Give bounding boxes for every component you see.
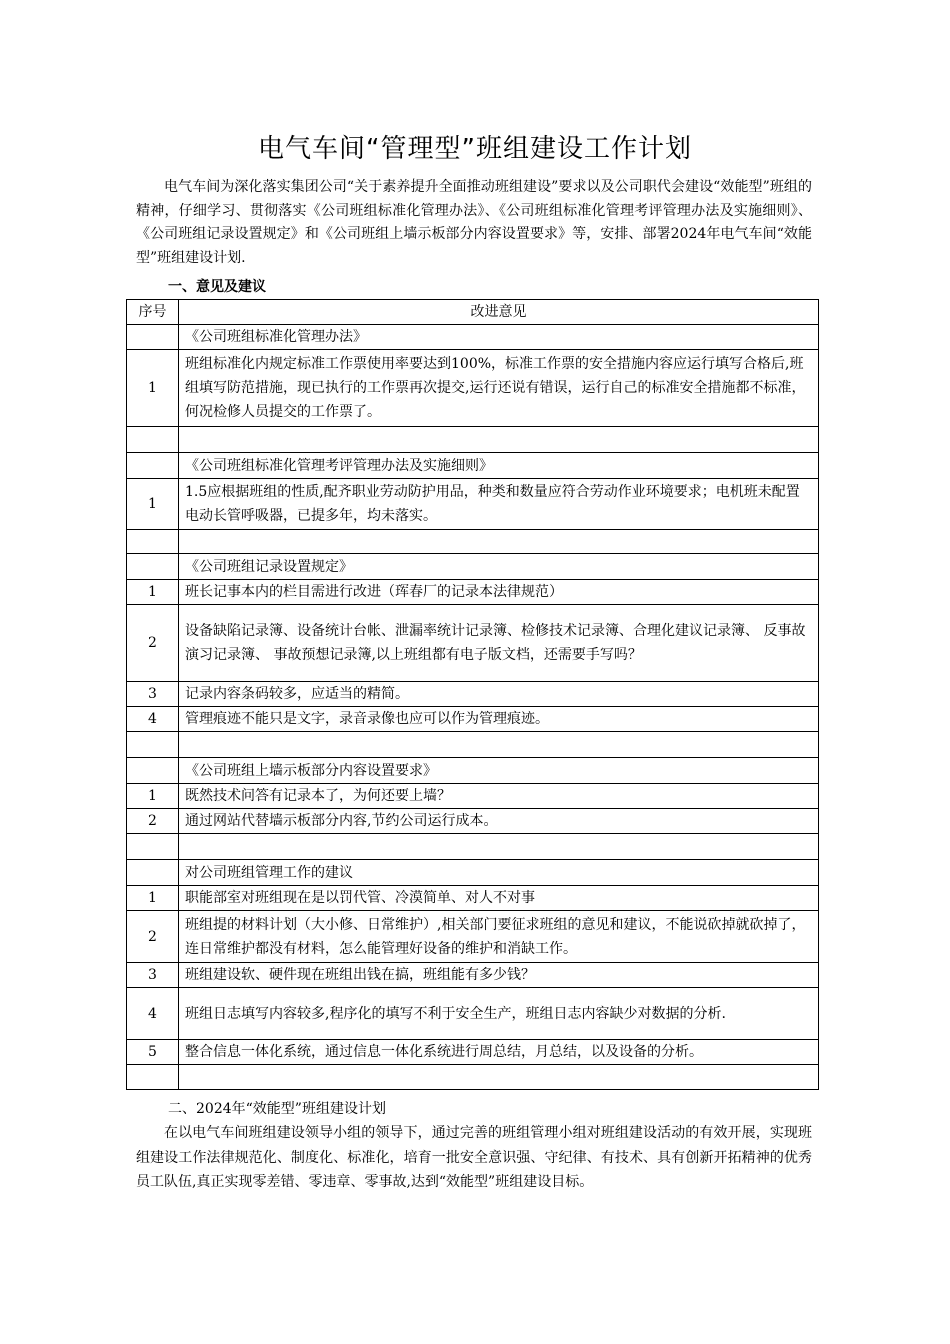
row-number — [127, 554, 179, 580]
table-row — [127, 325, 819, 350]
document-title: 电气车间“管理型”班组建设工作计划 — [258, 134, 692, 164]
row-opinion: 班组日志填写内容较多,程序化的填写不利于安全生产，班组日志内容缺少对数据的分析. — [179, 988, 819, 1040]
table-row — [127, 911, 819, 963]
row-opinion: 通过网站代替墙示板部分内容,节约公司运行成本。 — [179, 809, 819, 834]
table-row — [127, 1040, 819, 1065]
row-number: 4 — [127, 707, 179, 732]
row-opinion: 《公司班组上墙示板部分内容设置要求》 — [179, 758, 819, 784]
row-opinion: 《公司班组标准化管理考评管理办法及实施细则》 — [179, 453, 819, 479]
header-opinion: 改进意见 — [179, 300, 819, 325]
table-row — [127, 809, 819, 834]
table-row — [127, 886, 819, 911]
row-number — [127, 732, 179, 758]
row-opinion: 对公司班组管理工作的建议 — [179, 860, 819, 886]
row-number: 1 — [127, 350, 179, 427]
table-row — [127, 427, 819, 453]
row-opinion: 《公司班组标准化管理办法》 — [179, 325, 819, 350]
row-number: 1 — [127, 784, 179, 809]
table-row — [127, 732, 819, 758]
row-opinion: 既然技术问答有记录本了，为何还要上墙？ — [179, 784, 819, 809]
opinions-table — [126, 299, 819, 1090]
row-opinion — [179, 530, 819, 554]
row-number: 5 — [127, 1040, 179, 1065]
table-header-row — [127, 300, 819, 325]
header-no: 序号 — [127, 300, 179, 325]
table-row — [127, 988, 819, 1040]
table-row — [127, 758, 819, 784]
row-opinion — [179, 427, 819, 453]
table-row — [127, 682, 819, 707]
plan-paragraph: 在以电气车间班组建设领导小组的领导下，通过完善的班组管理小组对班组建设活动的有效开展，实现班组建设工作法律规范化、制度化、标准化，培育一批安全意识强、守纪律、有技术、具有创新开拓精神的优秀员工队伍,真正实现零差错、零违章、零事故,达到“效能型”班组建设目标。 — [136, 1125, 812, 1190]
row-opinion — [179, 834, 819, 860]
row-opinion — [179, 1065, 819, 1090]
row-opinion: 班组标准化内规定标准工作票使用率要达到100%，标准工作票的安全措施内容应运行填写合格后,班组填写防范措施，现已执行的工作票再次提交,运行还说有错误，运行自己的标准安全措施都不标准，何况检修人员提交的工作票了。 — [179, 350, 819, 427]
row-opinion: 记录内容条码较多，应适当的精简。 — [179, 682, 819, 707]
row-number — [127, 860, 179, 886]
row-number — [127, 1065, 179, 1090]
row-number: 2 — [127, 911, 179, 963]
row-number: 3 — [127, 963, 179, 988]
row-number — [127, 530, 179, 554]
row-number — [127, 453, 179, 479]
table-row — [127, 350, 819, 427]
table-row — [127, 834, 819, 860]
table-row — [127, 860, 819, 886]
table-row — [127, 784, 819, 809]
row-number: 1 — [127, 580, 179, 605]
row-number: 2 — [127, 605, 179, 682]
row-number: 2 — [127, 809, 179, 834]
row-opinion: 整合信息一体化系统，通过信息一体化系统进行周总结，月总结，以及设备的分析。 — [179, 1040, 819, 1065]
row-number: 1 — [127, 886, 179, 911]
row-number — [127, 427, 179, 453]
section-heading-plan: 二、2024年“效能型”班组建设计划 — [168, 1101, 386, 1117]
table-row — [127, 453, 819, 479]
row-number: 3 — [127, 682, 179, 707]
row-number: 4 — [127, 988, 179, 1040]
row-opinion: 1.5应根据班组的性质,配齐职业劳动防护用品，种类和数量应符合劳动作业环境要求；电机班未配置电动长管呼吸器，已提多年，均未落实。 — [179, 479, 819, 530]
section-heading-opinions: 一、意见及建议 — [168, 279, 266, 295]
table-row — [127, 707, 819, 732]
table-row — [127, 605, 819, 682]
row-opinion: 职能部室对班组现在是以罚代管、冷漠简单、对人不对事 — [179, 886, 819, 911]
row-opinion: 管理痕迹不能只是文字，录音录像也应可以作为管理痕迹。 — [179, 707, 819, 732]
row-number — [127, 834, 179, 860]
table-row — [127, 1065, 819, 1090]
row-opinion: 班长记事本内的栏目需进行改进（珲春厂的记录本法律规范） — [179, 580, 819, 605]
table-row — [127, 963, 819, 988]
intro-paragraph: 电气车间为深化落实集团公司“关于素养提升全面推动班组建设”要求以及公司职代会建设“效能型”班组的精神，仔细学习、贯彻落实《公司班组标准化管理办法》、《公司班组标准化管理考评管理办法及实施细则》、《公司班组记录设置规定》和《公司班组上墙示板部分内容设置要求》等，安排、部署2024年电气车间“效能型”班组建设计划. — [136, 179, 812, 266]
table-row — [127, 580, 819, 605]
row-number — [127, 325, 179, 350]
table-row — [127, 554, 819, 580]
row-opinion: 班组提的材料计划（大小修、日常维护）,相关部门要征求班组的意见和建议，不能说砍掉就砍掉了，连日常维护都没有材料，怎么能管理好设备的维护和消缺工作。 — [179, 911, 819, 963]
row-opinion — [179, 732, 819, 758]
table-row — [127, 530, 819, 554]
table-row — [127, 479, 819, 530]
row-opinion: 班组建设软、硬件现在班组出钱在搞，班组能有多少钱？ — [179, 963, 819, 988]
row-number — [127, 758, 179, 784]
row-opinion: 设备缺陷记录簿、设备统计台帐、泄漏率统计记录簿、检修技术记录簿、合理化建议记录簿、 反事故演习记录簿、 事故预想记录簿,以上班组都有电子版文档，还需要手写吗？ — [179, 605, 819, 682]
row-number: 1 — [127, 479, 179, 530]
row-opinion: 《公司班组记录设置规定》 — [179, 554, 819, 580]
